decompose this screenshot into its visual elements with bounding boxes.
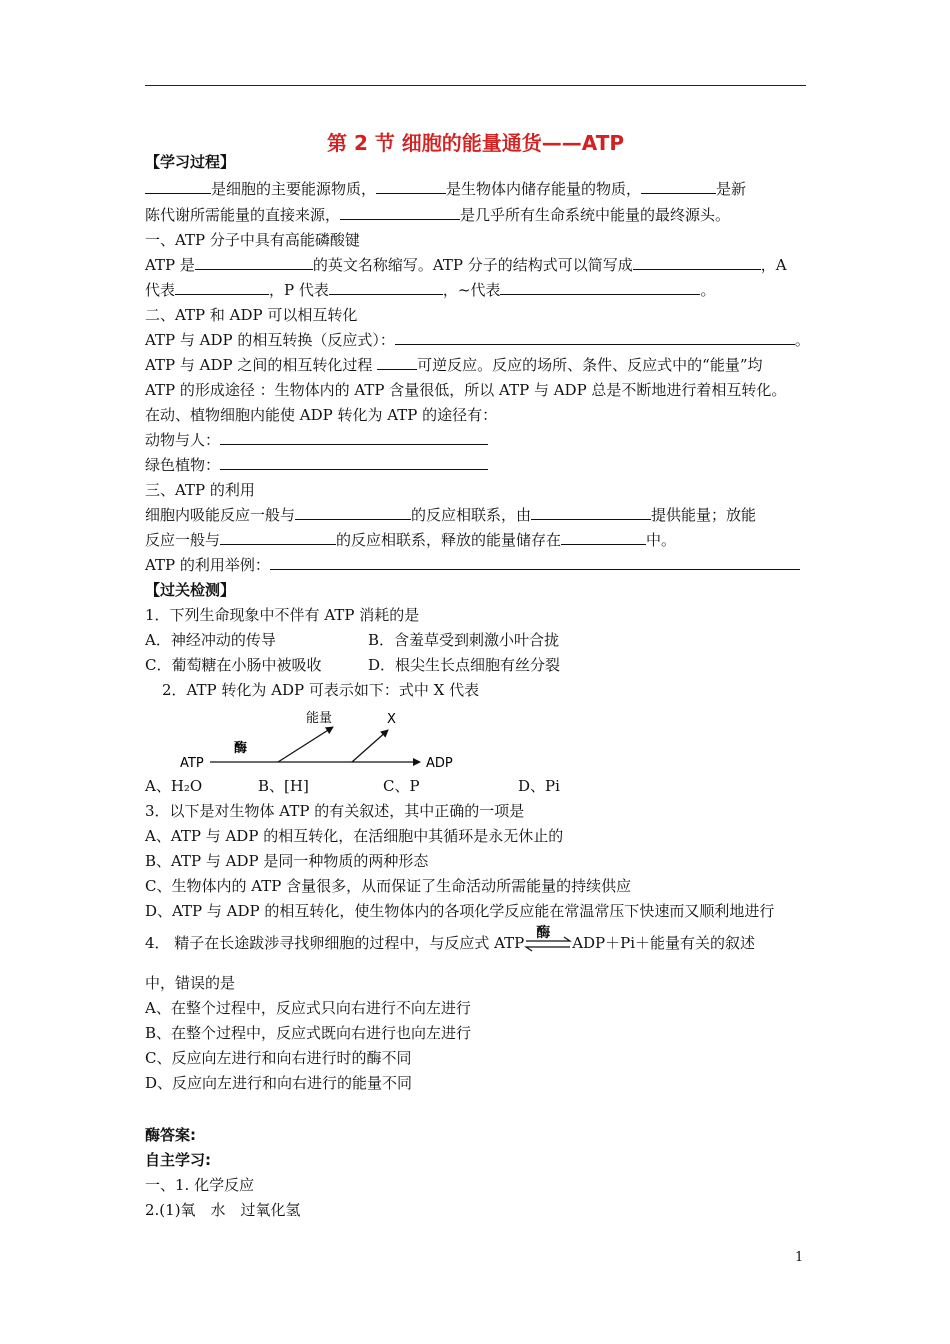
text: ，A bbox=[760, 256, 787, 274]
text: 。 bbox=[700, 281, 716, 299]
text: 的反应相联系，由 bbox=[411, 506, 532, 524]
text: 可逆反应。反应的场所、条件、反应式中的“能量”均 bbox=[417, 356, 763, 374]
q4-stem-line-2: 中，错误的是 bbox=[145, 974, 236, 992]
text: 。 bbox=[794, 331, 810, 349]
text: 陈代谢所需能量的直接来源， bbox=[145, 206, 341, 224]
q4-stem-line-1 bbox=[145, 925, 756, 953]
q3-option-d: D、ATP 与 ADP 的相互转化，使生物体内的各项化学反应能在常温常压下快速而又顺利地进行 bbox=[145, 902, 775, 920]
text: ，P 代表 bbox=[269, 281, 329, 299]
text: 细胞内吸能反应一般与 bbox=[145, 506, 296, 524]
reversible-arrow-icon bbox=[524, 935, 572, 953]
text: 绿色植物： bbox=[145, 456, 221, 474]
section-process-header: 【学习过程】 bbox=[145, 153, 236, 171]
text: ATP 与 ADP 的相互转换（反应式）： bbox=[145, 331, 395, 349]
text: ATP 与 ADP 之间的相互转化过程 bbox=[145, 356, 373, 374]
part1-heading: 一、ATP 分子中具有高能磷酸键 bbox=[145, 231, 360, 249]
text: ATP 是 bbox=[145, 256, 195, 274]
page-number: 1 bbox=[795, 1250, 804, 1265]
q4-option-a: A、在整个过程中，反应式只向右进行不向左进行 bbox=[145, 999, 471, 1017]
text: 是新 bbox=[716, 180, 747, 198]
q4-option-c: C、反应向左进行和向右进行时的酶不同 bbox=[145, 1049, 412, 1067]
q4-option-b: B、在整个过程中，反应式既向右进行也向左进行 bbox=[145, 1024, 472, 1042]
diagram-x-label: X bbox=[387, 712, 396, 727]
text: 是几乎所有生命系统中能量的最终源头。 bbox=[460, 206, 731, 224]
diagram-adp-label: ADP bbox=[426, 756, 453, 771]
energy-arrow bbox=[278, 727, 333, 762]
q3-stem: 3．以下是对生物体 ATP 的有关叙述，其中正确的一项是 bbox=[145, 802, 525, 820]
answer-line-2: 2.(1)氧 水 过氧化氢 bbox=[145, 1201, 301, 1219]
q3-option-a: A、ATP 与 ADP 的相互转化，在活细胞中其循环是永无休止的 bbox=[145, 827, 564, 845]
reversible-arrow bbox=[524, 925, 572, 953]
text: 动物与人： bbox=[145, 431, 221, 449]
text: 中。 bbox=[646, 531, 677, 549]
q2-option-b: B、[H] bbox=[258, 777, 309, 795]
part2-heading: 二、ATP 和 ADP 可以相互转化 bbox=[145, 306, 358, 324]
part3-heading: 三、ATP 的利用 bbox=[145, 481, 255, 499]
q3-option-b: B、ATP 与 ADP 是同一种物质的两种形态 bbox=[145, 852, 429, 870]
answers-subheader: 自主学习: bbox=[145, 1151, 211, 1169]
answer-line-1: 一、1. 化学反应 bbox=[145, 1176, 255, 1194]
text: ATP 的利用举例： bbox=[145, 556, 270, 574]
q1-option-b: B．含羞草受到刺激小叶合拢 bbox=[368, 631, 560, 649]
diagram-enzyme-label: 酶 bbox=[234, 741, 248, 756]
q1-option-a: A．神经冲动的传导 bbox=[145, 631, 276, 649]
q2-stem: 2．ATP 转化为 ADP 可表示如下：式中 X 代表 bbox=[162, 681, 480, 699]
section-check-header: 【过关检测】 bbox=[145, 581, 236, 599]
text: 是细胞的主要能源物质， bbox=[211, 180, 377, 198]
text: ，~代表 bbox=[442, 281, 501, 299]
page-title: 第 2 节 细胞的能量通货——ATP bbox=[326, 131, 625, 155]
part2-line-3: ATP 的形成途径 ：生物体内的 ATP 含量很低，所以 ATP 与 ADP 总是不断地进行着相互转化。 bbox=[145, 381, 787, 399]
x-arrow bbox=[352, 730, 388, 762]
text: 反应一般与 bbox=[145, 531, 221, 549]
q1-option-c: C．葡萄糖在小肠中被吸收 bbox=[145, 656, 322, 674]
q1-option-d: D．根尖生长点细胞有丝分裂 bbox=[368, 656, 561, 674]
q1-stem: 1．下列生命现象中不伴有 ATP 消耗的是 bbox=[145, 606, 420, 624]
q4-option-d: D、反应向左进行和向右进行的能量不同 bbox=[145, 1074, 413, 1092]
q2-option-c: C、P bbox=[383, 777, 420, 795]
diagram-atp-label: ATP bbox=[180, 756, 204, 771]
text: 代表 bbox=[145, 281, 176, 299]
text: 提供能量；放能 bbox=[651, 506, 757, 524]
part2-line-4: 在动、植物细胞内能使 ADP 转化为 ATP 的途径有： bbox=[145, 406, 498, 424]
text: ADP＋Pi＋能量有关的叙述 bbox=[572, 934, 756, 952]
text: 4． 精子在长途跋涉寻找卵细胞的过程中，与反应式 ATP bbox=[145, 934, 525, 952]
diagram-energy-label: 能量 bbox=[306, 711, 333, 726]
q2-option-a: A、H₂O bbox=[145, 777, 203, 795]
answers-header: 酶答案: bbox=[145, 1126, 196, 1144]
q2-option-d: D、Pi bbox=[518, 777, 560, 795]
q3-option-c: C、生物体内的 ATP 含量很多，从而保证了生命活动所需能量的持续供应 bbox=[145, 877, 632, 895]
text: 的英文名称缩写。ATP 分子的结构式可以简写成 bbox=[312, 256, 633, 274]
text: 的反应相联系，释放的能量储存在 bbox=[336, 531, 562, 549]
text: 是生物体内储存能量的物质， bbox=[446, 180, 642, 198]
q4-enzyme-label: 酶 bbox=[536, 925, 551, 941]
